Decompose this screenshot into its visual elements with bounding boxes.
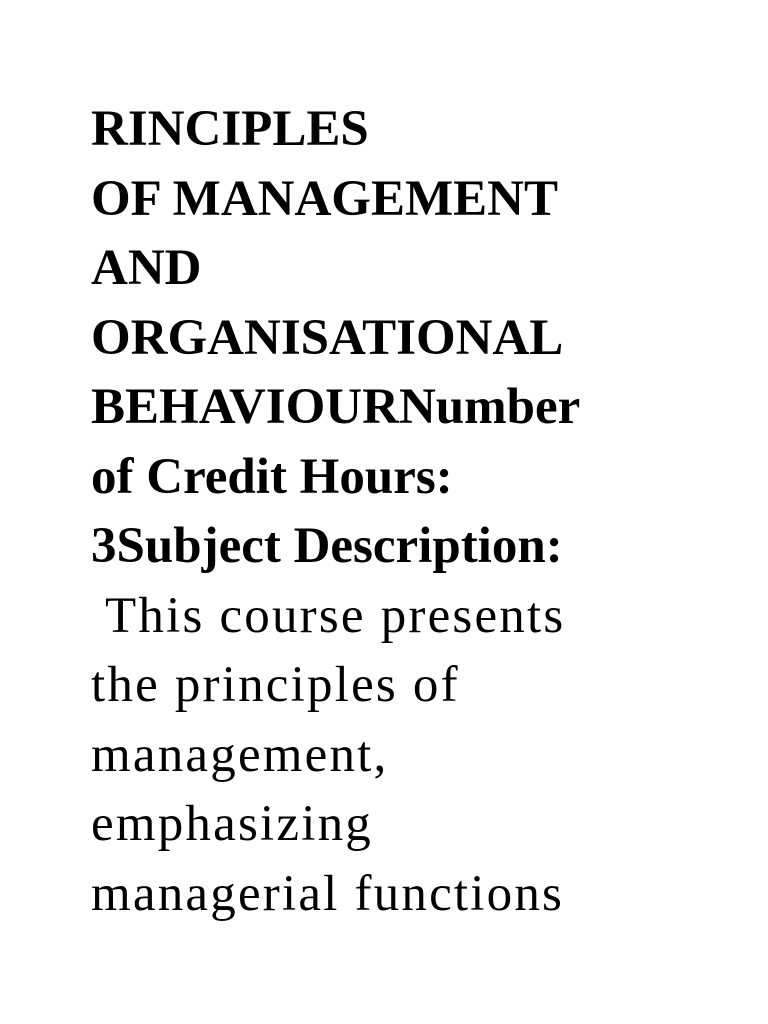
heading-line-7: 3Subject Description:: [91, 518, 563, 574]
heading-line-5: BEHAVIOURNumber: [91, 379, 581, 435]
heading-line-4: ORGANISATIONAL: [91, 309, 564, 366]
body-line-1: This course presents: [91, 587, 566, 644]
body-line-5: managerial functions: [91, 865, 565, 922]
heading-line-6: of Credit Hours:: [91, 448, 453, 505]
body-line-2: the principles of: [91, 657, 460, 713]
heading-line-1: RINCIPLES: [91, 101, 369, 157]
heading-line-2: OF MANAGEMENT: [91, 170, 558, 227]
document-content: [91, 95, 751, 929]
body-line-4: emphasizing: [91, 796, 373, 852]
body-line-3: management,: [91, 726, 389, 783]
heading-line-3: AND: [91, 240, 202, 296]
